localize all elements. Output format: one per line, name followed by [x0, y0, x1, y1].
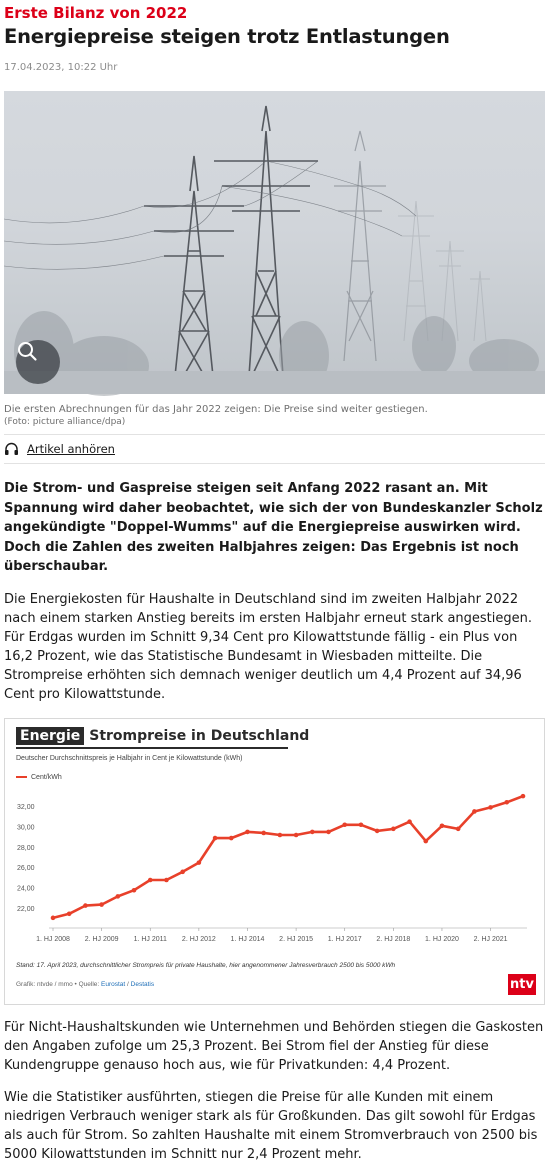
power-pylons-illustration [4, 91, 545, 394]
article-paragraph: Für Nicht-Haushaltskunden wie Unternehmen und Behörden stiegen die Gaskosten den Angaben zufolge um 25,3 Prozent. Bei Strom fiel der Anstieg für diese Kundengruppe genauso hoch aus, wie für Privatkunden: 4,4 Prozent. [4, 1019, 544, 1073]
data-point [67, 911, 72, 916]
series-line [53, 796, 523, 918]
y-tick-label: 28,00 [17, 844, 35, 852]
infographic [4, 718, 545, 1005]
data-point [359, 822, 364, 827]
data-point [375, 828, 380, 833]
data-point [294, 832, 299, 837]
data-point [326, 829, 331, 834]
y-tick-label: 24,00 [17, 885, 35, 893]
ntv-logo: ntv [508, 974, 536, 995]
infographic-note: Stand: 17. April 2023, durchschnittlicher Strompreis für private Haushalte, hier angenommener Jahresverbrauch 2500 bis 5000 kWh [16, 961, 396, 969]
data-point [391, 826, 396, 831]
data-point [342, 822, 347, 827]
data-point [132, 887, 137, 892]
y-tick-label: 26,00 [17, 864, 35, 872]
data-point [521, 793, 526, 798]
data-point [229, 835, 234, 840]
zoom-button[interactable] [16, 340, 60, 384]
data-point [99, 902, 104, 907]
infographic-tag: Energie [16, 727, 84, 745]
data-point [440, 823, 445, 828]
data-point [51, 915, 56, 920]
divider [4, 434, 545, 435]
x-tick-label: 2. HJ 2021 [473, 935, 508, 943]
data-point [278, 832, 283, 837]
data-point [83, 903, 88, 908]
y-tick-label: 30,00 [17, 823, 35, 831]
image-credit: (Foto: picture alliance/dpa) [4, 417, 126, 427]
data-point [504, 799, 509, 804]
headphones-icon [4, 442, 19, 456]
data-point [116, 894, 121, 899]
y-tick-label: 22,00 [17, 905, 35, 913]
infographic-source [16, 981, 154, 988]
listen-link[interactable]: Artikel anhören [27, 442, 115, 456]
data-point [213, 835, 218, 840]
article-headline: Energiepreise steigen trotz Entlastungen [4, 25, 450, 48]
source-prefix: Grafik: ntvde / mmo • Quelle: [16, 980, 101, 988]
source-link-eurostat[interactable]: Eurostat [101, 980, 126, 988]
x-tick-label: 2. HJ 2015 [279, 935, 314, 943]
x-tick-label: 2. HJ 2009 [84, 935, 119, 943]
divider [4, 463, 545, 464]
legend-label: Cent/kWh [31, 773, 62, 781]
article-lead: Die Strom- und Gaspreise steigen seit Anfang 2022 rasant an. Mit Spannung wird daher beobachtet, wie sich der von Bundeskanzler Scholz angekündigte "Doppel-Wumms" auf die Energiepreise auswirken wird. Doch die Zahlen des zweiten Halbjahres zeigen: Das Ergebnis ist noch überschaubar. [4, 481, 543, 574]
data-point [245, 829, 250, 834]
data-point [180, 869, 185, 874]
data-point [148, 877, 153, 882]
infographic-subtitle: Deutscher Durchschnittspreis je Halbjahr in Cent je Kilowattstunde (kWh) [16, 754, 243, 762]
listen-row[interactable] [4, 440, 545, 458]
source-separator: / [125, 980, 131, 988]
article-date: 17.04.2023, 10:22 Uhr [4, 62, 118, 73]
data-point [423, 838, 428, 843]
source-link-destatis[interactable]: Destatis [130, 980, 155, 988]
x-tick-label: 1. HJ 2008 [36, 935, 70, 943]
magnifier-icon [16, 340, 38, 362]
article-paragraph: Wie die Statistiker ausführten, stiegen die Preise für alle Kunden mit einem niedrigen Verbrauch weniger stark als für Großkunden. Das gilt sowohl für Erdgas als auch für Strom. So zahlten Haushalte mit einem Stromverbrauch von 2500 bis 5000 Kilowattstunden im Schnitt nur 2,4 Prozent mehr. [4, 1089, 538, 1162]
data-point [456, 826, 461, 831]
x-tick-label: 1. HJ 2011 [133, 935, 167, 943]
article-paragraph: Die Energiekosten für Haushalte in Deutschland sind im zweiten Halbjahr 2022 nach einem starken Anstieg bereits im ersten Halbjahr erneut stark angestiegen. Für Erdgas wurden im Schnitt 9,34 Cent pro Kilowattstunde fällig - ein Plus von 16,2 Prozent, wie das Statistische Bundesamt in Wiesbaden mitteilte. Die Strompreise erhöhten sich demnach weniger deutlich um 4,4 Prozent auf 34,96 Cent pro Kilowattstunde. [4, 591, 533, 702]
infographic-title: Strompreise in Deutschland [89, 727, 310, 744]
data-point [407, 819, 412, 824]
data-point [488, 805, 493, 810]
y-tick-label: 32,00 [17, 803, 35, 811]
article-kicker: Erste Bilanz von 2022 [4, 4, 188, 22]
x-tick-label: 2. HJ 2012 [181, 935, 216, 943]
x-tick-label: 1. HJ 2014 [230, 935, 265, 943]
x-tick-label: 2. HJ 2018 [376, 935, 411, 943]
data-point [310, 829, 315, 834]
image-caption: Die ersten Abrechnungen für das Jahr 2022 zeigen: Die Preise sind weiter gestiegen. [4, 404, 428, 415]
data-point [472, 809, 477, 814]
x-tick-label: 1. HJ 2020 [425, 935, 459, 943]
article-photo[interactable] [4, 91, 545, 394]
data-point [164, 877, 169, 882]
data-point [261, 830, 266, 835]
x-tick-label: 1. HJ 2017 [327, 935, 362, 943]
data-point [197, 860, 202, 865]
